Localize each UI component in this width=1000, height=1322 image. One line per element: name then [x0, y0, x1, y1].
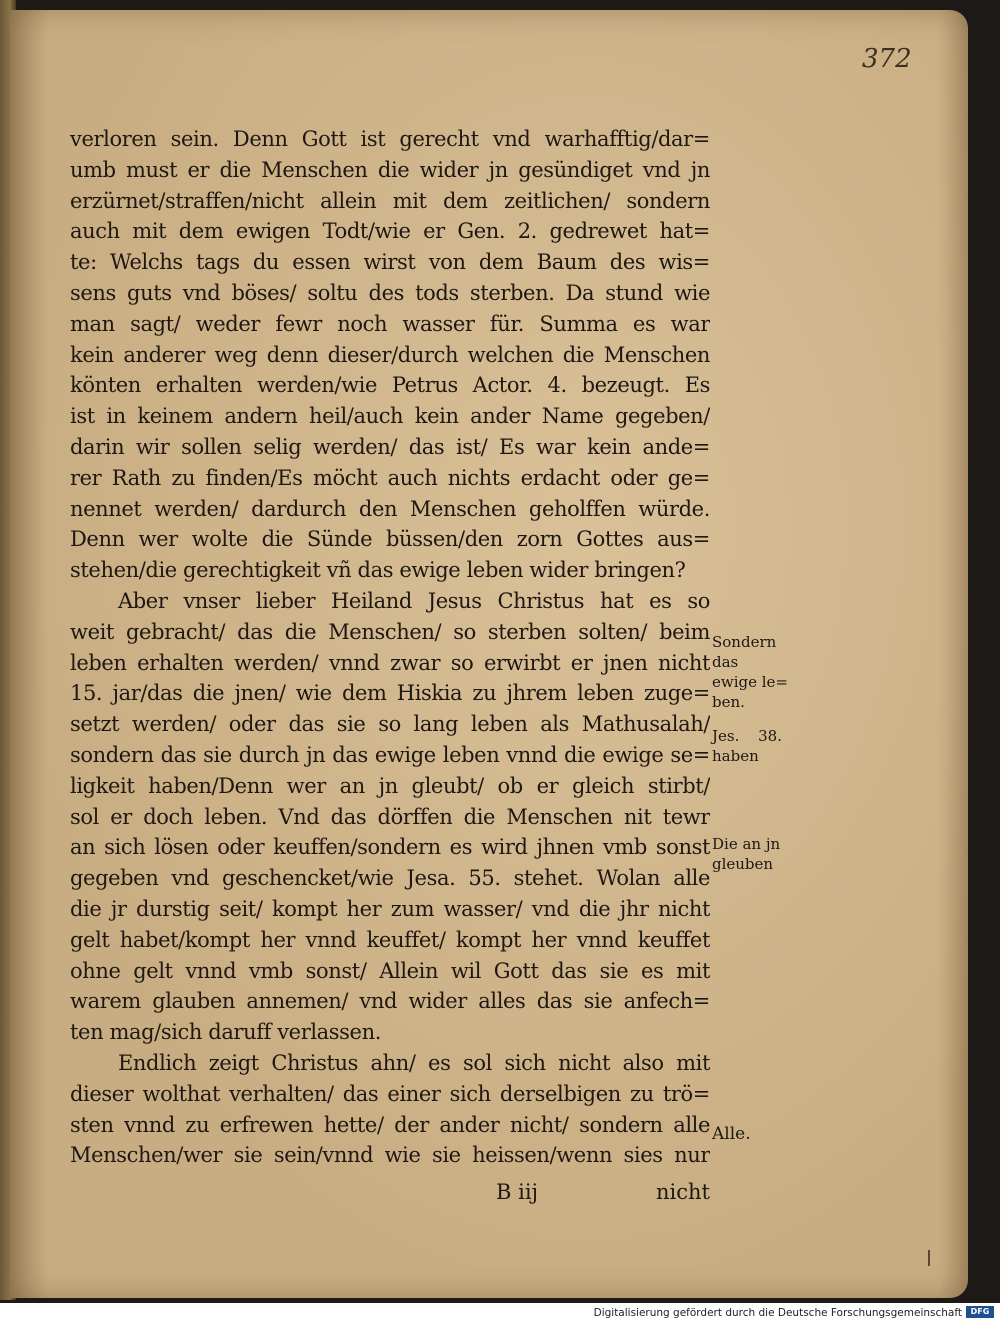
text-line: sens guts vnd böses/ soltu des tods sterben. Da stund wie: [70, 280, 710, 305]
text-line: man sagt/ weder fewr noch wasser für. Summa es war: [70, 311, 710, 336]
folio-number: 372: [862, 44, 912, 74]
marginal-ref-chapter: 38.: [758, 727, 782, 745]
text-line: te: Welchs tags du essen wirst von dem Baum des wis=: [70, 250, 710, 275]
text-line: Endlich zeigt Christus ahn/ es sol sich nicht also mit: [118, 1050, 710, 1075]
footer-credit: Digitalisierung gefördert durch die Deutsche Forschungsgemeinschaft: [593, 1307, 962, 1319]
marginal-note-jes: [712, 726, 782, 746]
marginal-ref-book: Jes.: [712, 727, 740, 745]
text-line: rer Rath zu finden/Es möcht auch nichts erdacht oder ge=: [70, 465, 710, 490]
text-line: dieser wolthat verhalten/ das einer sich derselbigen zu trö=: [70, 1081, 710, 1106]
text-line: umb must er die Menschen die wider jn gesündiget vnd jn: [70, 157, 710, 182]
text-line: kein anderer weg denn dieser/durch welchen die Menschen: [70, 342, 710, 367]
text-line: setzt werden/ oder das sie so lang leben als Mathusalah/: [70, 712, 710, 737]
text-line: sondern das sie durch jn das ewige leben vnnd die ewige se=: [70, 742, 710, 767]
digitization-footer: [0, 1303, 1000, 1322]
marginal-line: gleuben: [712, 855, 774, 873]
marginal-line: Die an jn: [712, 835, 781, 853]
text-line: die jr durstig seit/ kompt her zum wasser/ vnd die jhr nicht: [70, 896, 710, 921]
text-line: Aber vnser lieber Heiland Jesus Christus hat es so: [118, 588, 710, 613]
marginal-note-alle: [712, 1124, 751, 1144]
catchword: nicht: [656, 1180, 710, 1204]
text-line: ten mag/sich daruff verlassen.: [70, 1020, 381, 1045]
text-line: nennet werden/ dardurch den Menschen geholffen würde.: [70, 496, 710, 521]
text-line: erzürnet/straffen/nicht allein mit dem zeitlichen/ sondern: [70, 188, 710, 213]
marginal-line: ben.: [712, 693, 745, 711]
text-line: an sich lösen oder keuffen/sondern es wird jhnen vmb sonst: [70, 835, 710, 860]
marginal-note-haben: [712, 746, 759, 766]
text-line: ligkeit haben/Denn wer an jn gleubt/ ob er gleich stirbt/: [70, 773, 710, 798]
marginal-note-gleuben: [712, 834, 780, 874]
text-line: ist in keinem andern heil/auch kein ander Name gegeben/: [70, 404, 710, 429]
text-line: Menschen/wer sie sein/vnnd wie sie heissen/wenn sies nur: [70, 1143, 710, 1168]
marginal-line: Alle.: [712, 1124, 751, 1144]
text-line: Denn wer wolte die Sünde büssen/den zorn Gottes aus=: [70, 527, 710, 552]
marginal-note-sondern: [712, 632, 788, 712]
text-line: gelt habet/kompt her vnnd keuffet/ kompt her vnnd keuffet: [70, 927, 710, 952]
catchword-line: [496, 1180, 710, 1204]
text-line: gegeben vnd geschencket/wie Jesa. 55. stehet. Wolan alle: [70, 866, 710, 891]
text-line: stehen/die gerechtigkeit vñ das ewige leben wider bringen?: [70, 558, 686, 583]
ink-mark: [928, 1250, 930, 1266]
text-line: auch mit dem ewigen Todt/wie er Gen. 2. gedrewet hat=: [70, 219, 710, 244]
text-line: sten vnnd zu erfrewen hette/ der ander nicht/ sondern alle: [70, 1112, 710, 1137]
text-line: 15. jar/das die jnen/ wie dem Hiskia zu jhrem leben zuge=: [70, 681, 710, 706]
marginal-line: das: [712, 653, 739, 671]
marginal-line: ewige le=: [712, 673, 789, 691]
text-line: ohne gelt vnnd vmb sonst/ Allein wil Gott das sie es mit: [70, 958, 710, 983]
text-line: darin wir sollen selig werden/ das ist/ Es war kein ande=: [70, 434, 710, 459]
text-line: weit gebracht/ das die Menschen/ so sterben solten/ beim: [70, 619, 710, 644]
text-line: verloren sein. Denn Gott ist gerecht vnd warhafftig/dar=: [70, 127, 710, 151]
dfg-logo-icon: DFG: [966, 1306, 994, 1318]
main-text-block: [70, 124, 710, 1171]
text-line: sol er doch leben. Vnd das dörffen die Menschen nit tewr: [70, 804, 710, 829]
text-line: könten erhalten werden/wie Petrus Actor. 4. bezeugt. Es: [70, 373, 710, 398]
text-line: warem glauben annemen/ vnd wider alles das sie anfech=: [70, 989, 710, 1014]
text-line: leben erhalten werden/ vnnd zwar so erwirbt er jnen nicht: [70, 650, 710, 675]
marginal-line: haben: [712, 747, 759, 765]
signature-mark: B iij: [496, 1180, 539, 1204]
marginal-line: Sondern: [712, 633, 777, 651]
